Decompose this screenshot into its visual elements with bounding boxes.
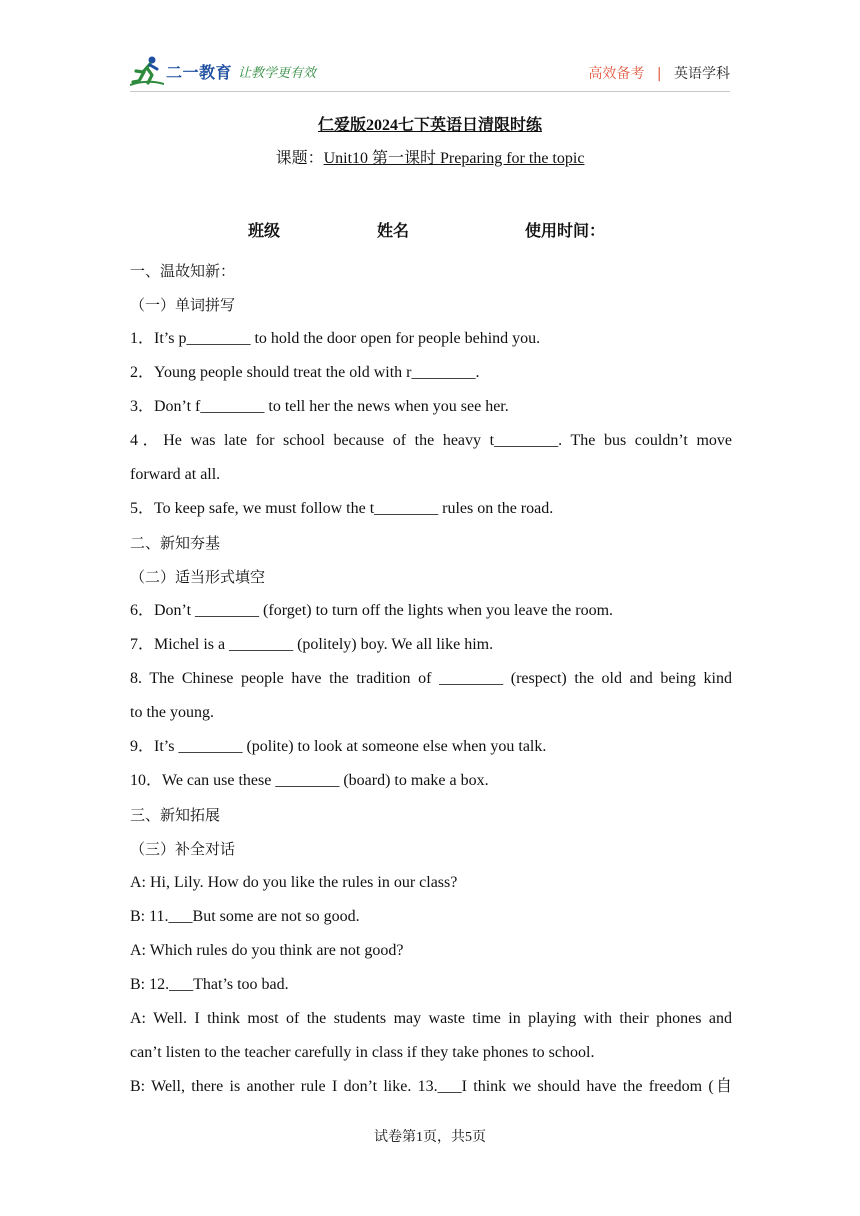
lesson-line bbox=[0, 145, 860, 168]
question-line: 8. The Chinese people have the tradition of ________ (respect) the old and being kind bbox=[130, 670, 732, 687]
class-label: 班级 bbox=[248, 221, 281, 240]
subsection-heading: （二）适当形式填空 bbox=[130, 568, 266, 586]
exercise-content bbox=[130, 254, 732, 1104]
logo-slogan: 让教学更有效 bbox=[238, 65, 317, 81]
lesson-prefix: 课题： bbox=[275, 150, 324, 167]
question-line: 4．He was late for school because of the heavy t________. The bus couldn’t move bbox=[130, 432, 732, 449]
logo-brand: 二一教育 bbox=[166, 62, 233, 82]
question-line-continuation: forward at all. bbox=[130, 466, 221, 483]
dialogue-line-continuation: can’t listen to the teacher carefully in class if they take phones to school. bbox=[130, 1044, 595, 1061]
page-header bbox=[130, 55, 730, 92]
question-line: 9．It’s ________ (polite) to look at someone else when you talk. bbox=[130, 738, 547, 755]
question-line: 10．We can use these ________ (board) to make a box. bbox=[130, 772, 489, 789]
running-man-logo-icon bbox=[130, 55, 164, 87]
time-label: 使用时间： bbox=[525, 221, 606, 240]
question-line: 6．Don’t ________ (forget) to turn off the lights when you leave the room. bbox=[130, 602, 614, 619]
question-line-continuation: to the young. bbox=[130, 704, 214, 721]
document-title: 仁爱版2024七下英语日清限时练 bbox=[317, 117, 542, 134]
header-subject: 英语学科 bbox=[674, 66, 730, 82]
question-line: 7．Michel is a ________ (politely) boy. We all like him. bbox=[130, 636, 494, 653]
lesson-topic: Unit10 第一课时 Preparing for the topic bbox=[323, 150, 585, 167]
question-line: 1．It’s p________ to hold the door open for people behind you. bbox=[130, 330, 541, 347]
logo bbox=[130, 55, 316, 87]
header-subject-info bbox=[588, 63, 730, 83]
section-heading: 一、温故知新： bbox=[130, 262, 236, 280]
header-separator: | bbox=[656, 66, 662, 82]
name-label: 姓名 bbox=[377, 221, 410, 240]
dialogue-line: B: 12.___That’s too bad. bbox=[130, 976, 289, 993]
question-line: 3．Don’t f________ to tell her the news when you see her. bbox=[130, 398, 509, 415]
subsection-heading: （一）单词拼写 bbox=[130, 296, 236, 314]
section-heading: 二、新知夯基 bbox=[130, 534, 221, 552]
question-line: 5．To keep safe, we must follow the t________ rules on the road. bbox=[130, 500, 554, 517]
dialogue-line: A: Well. I think most of the students may waste time in playing with their phones and bbox=[130, 1010, 732, 1027]
dialogue-line: B: 11.___But some are not so good. bbox=[130, 908, 360, 925]
dialogue-line: A: Which rules do you think are not good? bbox=[130, 942, 404, 959]
section-heading: 三、新知拓展 bbox=[130, 806, 221, 824]
header-tag: 高效备考 bbox=[588, 66, 645, 82]
question-line: 2．Young people should treat the old with r________. bbox=[130, 364, 480, 381]
dialogue-line: A: Hi, Lily. How do you like the rules in our class? bbox=[130, 874, 458, 891]
subsection-heading: （三）补全对话 bbox=[130, 840, 236, 858]
page-footer: 试卷第1页，共5页 bbox=[374, 1130, 486, 1145]
dialogue-line: B: Well, there is another rule I don’t like. 13.___I think we should have the freedom (自 bbox=[130, 1078, 732, 1095]
